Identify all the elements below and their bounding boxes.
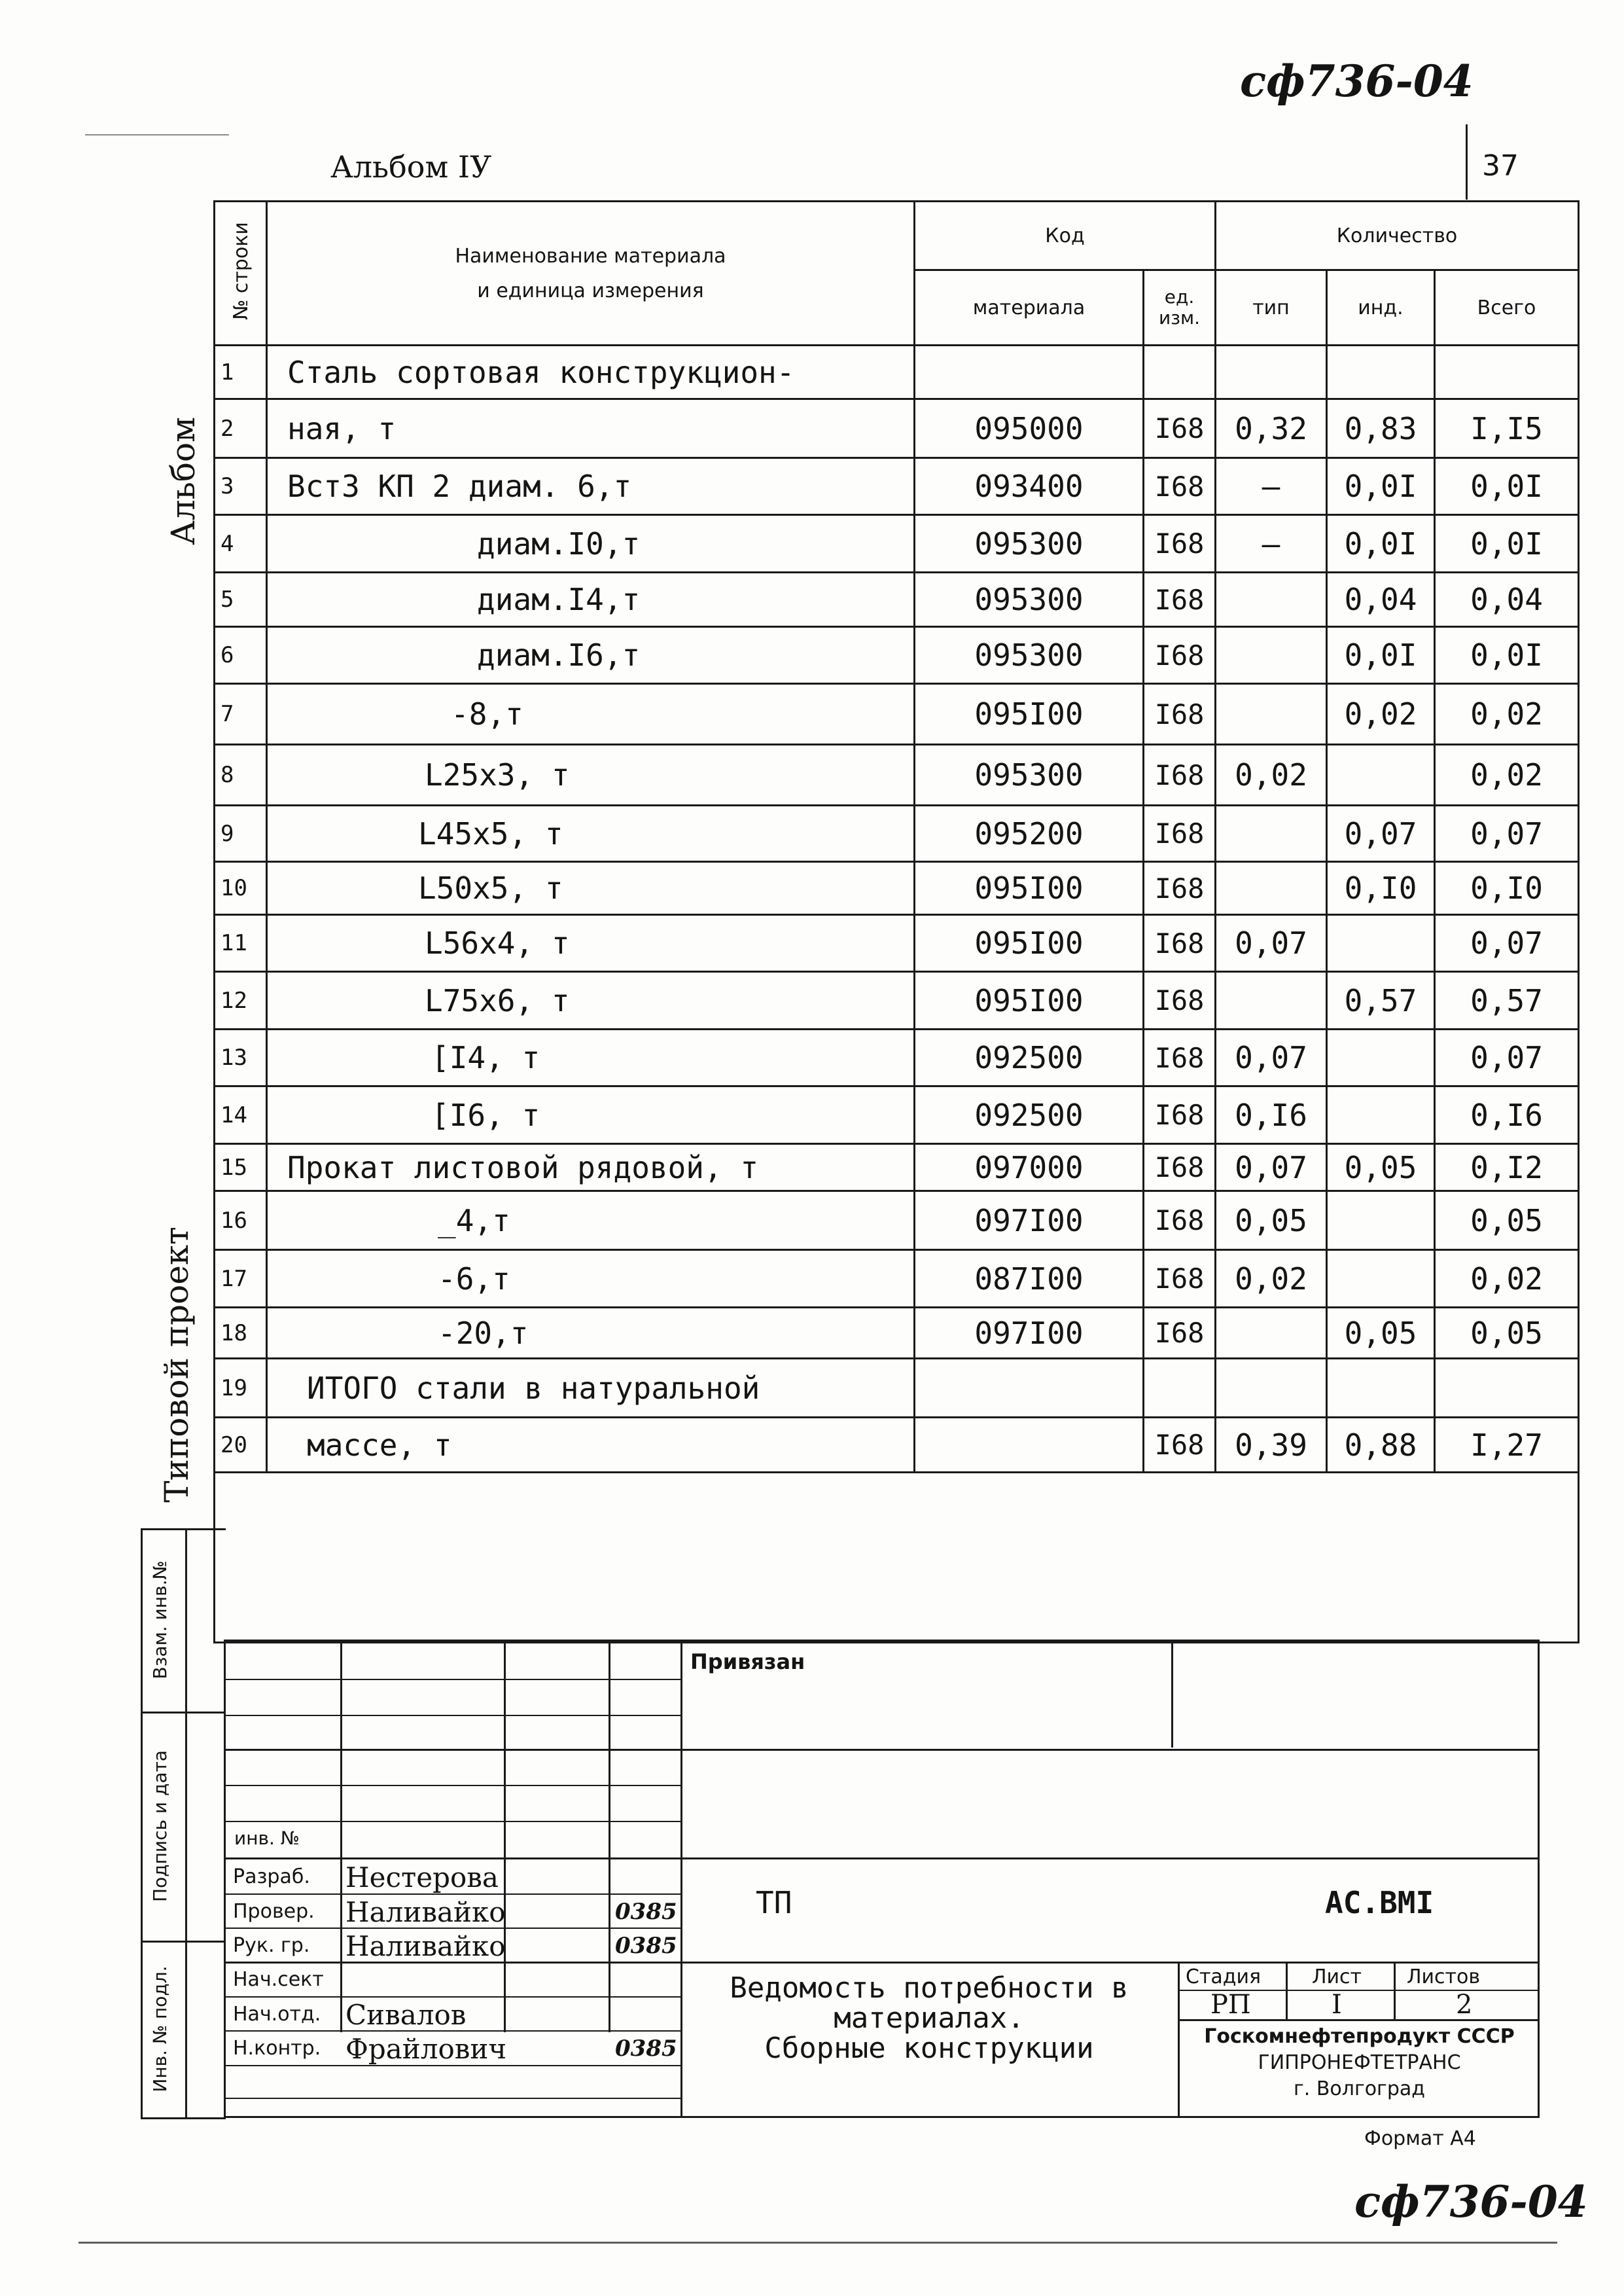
row-number: 10 <box>215 862 267 915</box>
row-number: 11 <box>215 915 267 972</box>
unit-code: I68 <box>1144 806 1216 862</box>
qty-ind: 0,0I <box>1327 627 1435 684</box>
qty-ind: 0,0I <box>1327 515 1435 573</box>
material-code: 095000 <box>915 399 1144 458</box>
material-code: 097I00 <box>915 1191 1144 1250</box>
qty-total: 0,05 <box>1435 1308 1579 1359</box>
stage-value: РП <box>1210 1990 1251 2020</box>
table-row <box>215 806 1579 862</box>
material-code: 095300 <box>915 745 1144 806</box>
material-name: [I6, т <box>267 1086 915 1144</box>
unit-code: I68 <box>1144 627 1216 684</box>
material-code <box>915 1359 1144 1418</box>
material-name: диам.I6,т <box>267 627 915 684</box>
table-row <box>215 745 1579 806</box>
material-code: 092500 <box>915 1086 1144 1144</box>
qty-type: 0,05 <box>1216 1191 1327 1250</box>
header-qty-total: Всего <box>1435 270 1579 346</box>
unit-code: I68 <box>1144 1418 1216 1473</box>
row-number: 4 <box>215 515 267 573</box>
stamp-role: Рук. гр. <box>233 1934 310 1957</box>
qty-ind: 0,07 <box>1327 806 1435 862</box>
page-number: 37 <box>1482 149 1519 183</box>
qty-total: 0,02 <box>1435 684 1579 745</box>
row-number: 13 <box>215 1030 267 1086</box>
unit-code: I68 <box>1144 458 1216 515</box>
qty-total: 0,0I <box>1435 458 1579 515</box>
material-name: L50x5, т <box>267 862 915 915</box>
qty-ind <box>1327 1086 1435 1144</box>
row-number: 2 <box>215 399 267 458</box>
material-code: 095300 <box>915 573 1144 627</box>
unit-code: I68 <box>1144 1030 1216 1086</box>
row-number: 14 <box>215 1086 267 1144</box>
material-name: Вст3 КП 2 диам. 6,т <box>267 458 915 515</box>
organization: Госкомнефтепродукт СССР ГИПРОНЕФТЕТРАНС г. Волгоград <box>1204 2025 1515 2100</box>
material-name: массе, т <box>267 1418 915 1473</box>
table-row <box>215 1359 1579 1418</box>
table-row <box>215 1191 1579 1250</box>
material-name: [I4, т <box>267 1030 915 1086</box>
stage-label: Стадия <box>1186 1965 1262 1988</box>
table-row <box>215 1086 1579 1144</box>
unit-code: I68 <box>1144 972 1216 1030</box>
qty-type: 0,32 <box>1216 399 1327 458</box>
qty-ind <box>1327 1359 1435 1418</box>
material-code: 095200 <box>915 806 1144 862</box>
qty-ind: 0,83 <box>1327 399 1435 458</box>
qty-type: 0,39 <box>1216 1418 1327 1473</box>
stamp-original-inv: Инв. № подл. <box>149 1965 171 2092</box>
stamp-role: Провер. <box>233 1900 315 1923</box>
stamp-name: Наливайко <box>345 1930 506 1962</box>
table-empty-area <box>215 1473 1579 1643</box>
qty-type <box>1216 1359 1327 1418</box>
album-vertical-label: Альбом <box>164 417 202 545</box>
table-row <box>215 346 1579 399</box>
qty-ind <box>1327 745 1435 806</box>
qty-ind: 0,04 <box>1327 573 1435 627</box>
qty-ind <box>1327 1250 1435 1308</box>
sheet-label: Лист <box>1312 1965 1362 1988</box>
qty-total <box>1435 1359 1579 1418</box>
doc-title: Ведомость потребности в материалах. Сборные конструкции <box>730 1971 1129 2065</box>
material-code: 095I00 <box>915 862 1144 915</box>
row-number: 16 <box>215 1191 267 1250</box>
unit-code <box>1144 346 1216 399</box>
tp-label: ТП <box>756 1885 792 1920</box>
stamp-role: Нач.отд. <box>233 2003 321 2026</box>
qty-ind: 0,88 <box>1327 1418 1435 1473</box>
qty-type: 0,07 <box>1216 915 1327 972</box>
table-row <box>215 627 1579 684</box>
table-row <box>215 573 1579 627</box>
stamp-replaced-inv: Взам. инв.№ <box>149 1560 171 1679</box>
header-material-name: Наименование материала и единица измерения <box>267 202 915 346</box>
row-number: 6 <box>215 627 267 684</box>
qty-total: I,27 <box>1435 1418 1579 1473</box>
material-name: L75x6, т <box>267 972 915 1030</box>
qty-total: 0,I2 <box>1435 1144 1579 1191</box>
material-code: 087I00 <box>915 1250 1144 1308</box>
material-name: L25x3, т <box>267 745 915 806</box>
row-number: 5 <box>215 573 267 627</box>
inv-no-label: инв. № <box>234 1827 300 1849</box>
qty-total: 0,07 <box>1435 915 1579 972</box>
stamp-role: Н.контр. <box>233 2037 321 2060</box>
unit-code: I68 <box>1144 915 1216 972</box>
stamp-name: Нестерова <box>345 1861 499 1893</box>
row-number: 9 <box>215 806 267 862</box>
format-label: Формат А4 <box>1364 2127 1476 2150</box>
document-code: АС.ВМI <box>1325 1885 1434 1920</box>
material-code <box>915 346 1144 399</box>
qty-total: 0,I6 <box>1435 1086 1579 1144</box>
material-code: 092500 <box>915 1030 1144 1086</box>
project-vertical-label: Типовой проект <box>158 1227 196 1503</box>
qty-total: 0,02 <box>1435 745 1579 806</box>
table-row <box>215 515 1579 573</box>
material-name: L56x4, т <box>267 915 915 972</box>
qty-ind: 0,I0 <box>1327 862 1435 915</box>
qty-type: 0,I6 <box>1216 1086 1327 1144</box>
qty-type: 0,07 <box>1216 1144 1327 1191</box>
material-code: 095300 <box>915 627 1144 684</box>
page-number-divider <box>1466 124 1468 200</box>
header-row-number: № строки <box>215 202 267 346</box>
unit-code: I68 <box>1144 1191 1216 1250</box>
qty-ind <box>1327 1191 1435 1250</box>
row-number: 17 <box>215 1250 267 1308</box>
sheets-value: 2 <box>1456 1990 1473 2020</box>
material-name: Прокат листовой рядовой, т <box>267 1144 915 1191</box>
qty-type <box>1216 806 1327 862</box>
qty-total: 0,05 <box>1435 1191 1579 1250</box>
qty-type: 0,02 <box>1216 1250 1327 1308</box>
material-name: диам.I0,т <box>267 515 915 573</box>
qty-type <box>1216 573 1327 627</box>
album-title: Альбом IУ <box>330 149 492 185</box>
sheet-value: I <box>1332 1990 1342 2020</box>
header-quantity: Количество <box>1216 202 1579 270</box>
qty-total: 0,I0 <box>1435 862 1579 915</box>
qty-total: 0,0I <box>1435 515 1579 573</box>
qty-ind: 0,05 <box>1327 1308 1435 1359</box>
table-row <box>215 1030 1579 1086</box>
sheets-label: Листов <box>1407 1965 1481 1988</box>
table-row <box>215 1250 1579 1308</box>
qty-type <box>1216 862 1327 915</box>
unit-code: I68 <box>1144 573 1216 627</box>
qty-total: 0,0I <box>1435 627 1579 684</box>
material-code: 093400 <box>915 458 1144 515</box>
stamp-role: Нач.сект <box>233 1968 324 1991</box>
header-code: Код <box>915 202 1216 270</box>
stamp-signature-date: Подпись и дата <box>149 1750 171 1902</box>
table-row <box>215 915 1579 972</box>
material-code: 095300 <box>915 515 1144 573</box>
qty-ind: 0,02 <box>1327 684 1435 745</box>
unit-code: I68 <box>1144 684 1216 745</box>
row-number: 18 <box>215 1308 267 1359</box>
stamp-date: 0385 <box>615 1899 677 1925</box>
table-row <box>215 399 1579 458</box>
bottom-edge-line <box>79 2242 1557 2244</box>
material-name: диам.I4,т <box>267 573 915 627</box>
header-code-material: материала <box>915 270 1144 346</box>
qty-total: I,I5 <box>1435 399 1579 458</box>
unit-code <box>1144 1359 1216 1418</box>
header-qty-type: тип <box>1216 270 1327 346</box>
qty-type: 0,07 <box>1216 1030 1327 1086</box>
material-name: L45x5, т <box>267 806 915 862</box>
linked-label: Привязан <box>690 1649 805 1674</box>
qty-ind: 0,05 <box>1327 1144 1435 1191</box>
unit-code: I68 <box>1144 862 1216 915</box>
scan-mark <box>85 134 229 135</box>
row-number: 7 <box>215 684 267 745</box>
qty-ind <box>1327 346 1435 399</box>
table-row <box>215 1308 1579 1359</box>
material-code: 095I00 <box>915 684 1144 745</box>
qty-ind: 0,0I <box>1327 458 1435 515</box>
table-row <box>215 1144 1579 1191</box>
material-code <box>915 1418 1144 1473</box>
unit-code: I68 <box>1144 745 1216 806</box>
table-row <box>215 972 1579 1030</box>
qty-total: 0,04 <box>1435 573 1579 627</box>
qty-ind: 0,57 <box>1327 972 1435 1030</box>
stamp-name: Наливайко <box>345 1896 506 1928</box>
table-row <box>215 458 1579 515</box>
qty-total: 0,57 <box>1435 972 1579 1030</box>
stamp-date: 0385 <box>615 2036 677 2062</box>
unit-code: I68 <box>1144 1308 1216 1359</box>
unit-code: I68 <box>1144 1250 1216 1308</box>
row-number: 19 <box>215 1359 267 1418</box>
header-qty-ind: инд. <box>1327 270 1435 346</box>
qty-type: 0,02 <box>1216 745 1327 806</box>
header-code-unit: ед. изм. <box>1144 270 1216 346</box>
qty-type <box>1216 684 1327 745</box>
table-row <box>215 684 1579 745</box>
document-code-bottom: сф736-04 <box>1354 2176 1588 2227</box>
qty-type: – <box>1216 515 1327 573</box>
qty-type: – <box>1216 458 1327 515</box>
material-name: -8,т <box>267 684 915 745</box>
material-code: 097I00 <box>915 1308 1144 1359</box>
table-row <box>215 862 1579 915</box>
qty-type <box>1216 1308 1327 1359</box>
material-name: ИТОГО стали в натуральной <box>267 1359 915 1418</box>
unit-code: I68 <box>1144 515 1216 573</box>
materials-table <box>213 200 1580 1643</box>
material-name: ная, т <box>267 399 915 458</box>
material-code: 097000 <box>915 1144 1144 1191</box>
document-code-top: сф736-04 <box>1240 56 1474 107</box>
qty-total: 0,02 <box>1435 1250 1579 1308</box>
stamp-role: Разраб. <box>233 1865 310 1888</box>
table-row <box>215 1418 1579 1473</box>
stamp-name: Сивалов <box>345 1999 467 2031</box>
row-number: 12 <box>215 972 267 1030</box>
row-number: 15 <box>215 1144 267 1191</box>
material-name: Сталь сортовая конструкцион- <box>267 346 915 399</box>
material-name: -6,т <box>267 1250 915 1308</box>
qty-type <box>1216 972 1327 1030</box>
stamp-name: Фрайлович <box>345 2033 507 2065</box>
unit-code: I68 <box>1144 399 1216 458</box>
unit-code: I68 <box>1144 1144 1216 1191</box>
stamp-date: 0385 <box>615 1933 677 1959</box>
qty-type <box>1216 346 1327 399</box>
material-code: 095I00 <box>915 972 1144 1030</box>
qty-ind <box>1327 915 1435 972</box>
material-name: _4,т <box>267 1191 915 1250</box>
row-number: 3 <box>215 458 267 515</box>
material-code: 095I00 <box>915 915 1144 972</box>
row-number: 8 <box>215 745 267 806</box>
qty-total: 0,07 <box>1435 806 1579 862</box>
material-name: -20,т <box>267 1308 915 1359</box>
row-number: 1 <box>215 346 267 399</box>
qty-total <box>1435 346 1579 399</box>
row-number: 20 <box>215 1418 267 1473</box>
qty-total: 0,07 <box>1435 1030 1579 1086</box>
unit-code: I68 <box>1144 1086 1216 1144</box>
qty-type <box>1216 627 1327 684</box>
qty-ind <box>1327 1030 1435 1086</box>
